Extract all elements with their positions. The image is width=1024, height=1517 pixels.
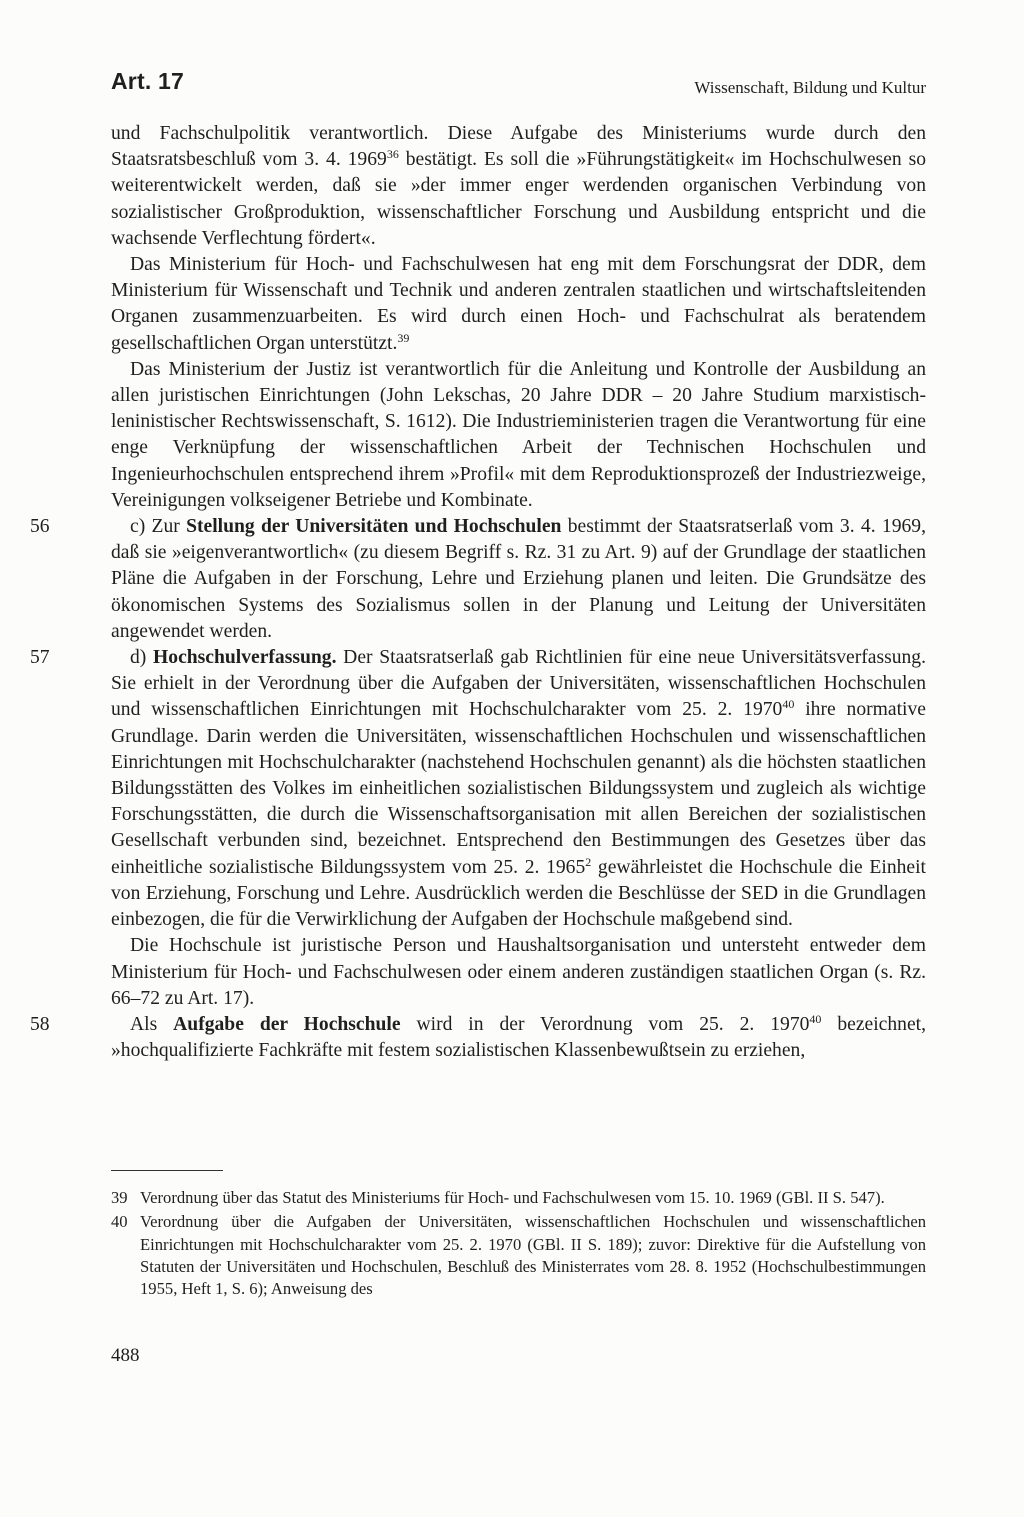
- text-run: ihre normative Grundlage. Darin werden die Universitäten, wissenschaftlichen Hochschulen und wissenschaftlichen Einrichtungen mit Hochschulcharakter (nachstehend Hochschulen genannt) als die höchsten staatlichen Bildungsstätten des Volkes im einheitlichen sozialistischen Bildungssystem und zugleich als wichtige Forschungsstätten, die durch die Wissenschaftsorganisation mit allen Bereichen der sozialistischen Gesellschaft verbunden sind, bezeichnet. Entsprechend den Bestimmungen des Gesetzes über das einheitliche sozialistische Bildungssystem vom 25. 2. 1965: [111, 699, 926, 878]
- text-run: Als: [130, 1013, 174, 1035]
- text-run: Das Ministerium für Hoch- und Fachschulwesen hat eng mit dem Forschungsrat der DDR, dem Ministerium für Wissenschaft und Technik und anderen zentralen staatlichen und wirtschaftsleitenden Organen zusammenzuarbeiten. Es wird durch einen Hoch- und Fachschulrat als beratendem gesellschaftlichen Organ unterstützt.: [111, 254, 926, 354]
- margin-number: 58: [30, 1013, 50, 1035]
- paragraph: [111, 357, 926, 514]
- text-run: bezeichnet, »hochqualifizierte Fachkräfte mit festem sozialistischen Klassenbewußtsein zu erziehen,: [111, 1013, 926, 1062]
- footnote-number: 39: [111, 1188, 128, 1207]
- bold-term: Aufgabe der Hochschule: [173, 1013, 401, 1035]
- footnote-text: Verordnung über das Statut des Ministeriums für Hoch- und Fachschulwesen vom 15. 10. 1969 (GBl. II S. 547).: [140, 1188, 885, 1207]
- text-run: c) Zur: [130, 516, 187, 538]
- text-run: Das Ministerium der Justiz ist verantwortlich für die Anleitung und Kontrolle der Ausbildung an allen juristischen Einrichtungen (John Lekschas, 20 Jahre DDR – 20 Jahre Studium marxistisch-leninistischer Rechtswissenschaft, S. 1612). Die Industrieministerien tragen die Verantwortung für eine enge Verknüpfung der wissenschaftlichen Arbeit der Technischen Hochschulen und Ingenieurhochschulen entsprechend ihrem »Profil« mit dem Reproduktionsprozeß der Industriezweige, Vereinigungen volkseigener Betriebe und Kombinate.: [111, 358, 926, 511]
- paragraph: [111, 121, 926, 252]
- body-text: [30, 121, 926, 1064]
- footnote-text: Verordnung über die Aufgaben der Universitäten, wissenschaftlichen Hochschulen und wissenschaftlichen Einrichtungen mit Hochschulcharakter vom 25. 2. 1970 (GBl. II S. 189); zuvor: Direktive für die Aufstellung von Statuten der Universitäten und Hochschulen, Beschluß des Ministerrates vom 28. 8. 1952 (Hochschulbestimmungen 1955, Heft 1, S. 6); Anweisung des: [140, 1212, 926, 1299]
- text-run: d): [130, 647, 154, 669]
- footnote: [111, 1211, 926, 1300]
- paragraph: [30, 1011, 926, 1064]
- margin-number: 57: [30, 647, 50, 669]
- paragraph: [30, 514, 926, 645]
- footnotes: [111, 1187, 926, 1302]
- paragraph: [111, 252, 926, 357]
- text-run: gewährleistet die Hochschule die Einheit von Erziehung, Forschung und Lehre. Ausdrücklich werden die Beschlüsse der SED in die Grundlagen einbezogen, die für die Verwirklichung der Aufgaben der Hochschule maßgebend sind.: [111, 856, 926, 931]
- text-run: Die Hochschule ist juristische Person und Haushaltsorganisation und untersteht entweder dem Ministerium für Hoch- und Fachschulwesen oder einem anderen zuständigen staatlichen Organ (s. Rz. 66–72 zu Art. 17).: [111, 935, 926, 1009]
- footnote: [111, 1187, 926, 1209]
- running-head: Wissenschaft, Bildung und Kultur: [694, 78, 926, 97]
- text-run: wird in der Verordnung vom 25. 2. 1970: [400, 1013, 810, 1035]
- footnote-ref: 2: [585, 854, 592, 869]
- text-run: Der Staatsratserlaß gab Richtlinien für eine neue Universitätsverfassung. Sie erhielt in der Verordnung über die Aufgaben der Universitäten, wissenschaftlichen Hochschulen und wissenschaftlichen Einrichtungen mit Hochschulcharakter vom 25. 2. 1970: [111, 647, 926, 721]
- footnote-number: 40: [111, 1212, 128, 1232]
- footnote-rule: [111, 1170, 223, 1171]
- page-number: 488: [111, 1345, 140, 1366]
- text-run: und Fachschulpolitik verantwortlich. Diese Aufgabe des Ministeriums wurde durch den Staatsratsbeschluß vom 3. 4. 1969: [111, 123, 926, 171]
- paragraph: [111, 933, 926, 1012]
- text-run: bestimmt der Staatsratserlaß vom 3. 4. 1969, daß sie »eigenverantwortlich« (zu diesem Begriff s. Rz. 31 zu Art. 9) auf der Grundlage der staatlichen Pläne die Aufgaben in der Forschung, Lehre und Erziehung planen und leiten. Die Grundsätze des ökonomischen Systems des Sozialismus sollen in der Planung und Leitung der Universitäten angewendet werden.: [111, 516, 926, 642]
- paragraph: [30, 645, 926, 933]
- footnote-ref: 40: [782, 697, 795, 712]
- bold-term: Hochschulverfassung.: [153, 647, 337, 669]
- article-heading: Art. 17: [111, 68, 184, 94]
- bold-term: Stellung der Universitäten und Hochschulen: [186, 516, 562, 538]
- footnote-ref: 36: [386, 147, 399, 162]
- text-run: bestätigt. Es soll die »Führungstätigkeit« im Hochschulwesen so weiterentwickelt werden, daß sie »der immer enger werdenden organischen Verbindung von sozialistischer Großproduktion, wissenschaftlicher Forschung und Ausbildung entspricht und die wachsende Verflechtung fördert«.: [111, 149, 926, 249]
- margin-number: 56: [30, 516, 50, 538]
- footnote-ref: 40: [809, 1011, 822, 1026]
- footnote-ref: 39: [397, 330, 410, 345]
